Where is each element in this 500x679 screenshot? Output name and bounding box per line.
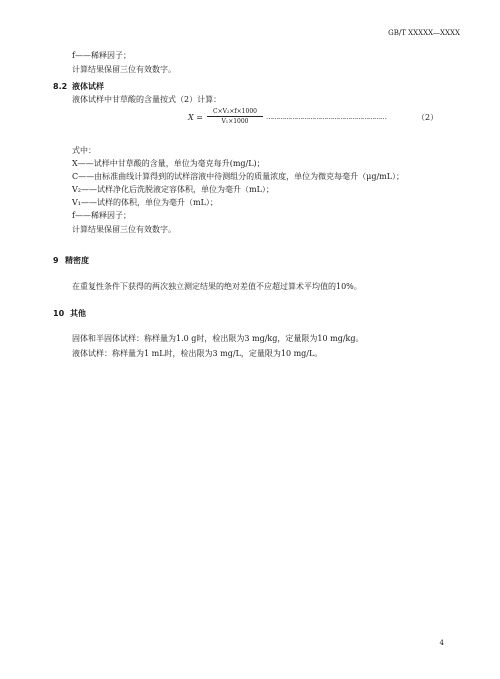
standard-code: GB/T XXXXX—XXXX — [388, 29, 460, 37]
formula-numerator: C×V₂×f×1000 — [213, 108, 257, 115]
def-c: C——由标准曲线计算得到的试样溶液中待测组分的质量浓度，单位为微克每毫升（μg/mL）； — [72, 172, 405, 181]
section-10-line-solid: 固体和半固体试样：称样量为1.0 g时，检出限为3 mg/kg，定量限为10 mg/kg。 — [72, 334, 364, 343]
equation-number: （2） — [417, 113, 439, 122]
def-x: X——试样中甘草酸的含量，单位为毫克每升(mg/L)； — [72, 159, 265, 168]
formula-leader-dots: …………………………………………………… — [266, 114, 386, 121]
formula-lhs: X = — [188, 113, 203, 122]
formula-denominator: V₁×1000 — [221, 118, 249, 125]
section-9-number: 9 — [53, 256, 59, 265]
section-8-2-number: 8.2 — [53, 82, 68, 91]
def-v1: V₁——试样的体积，单位为毫升（mL）； — [72, 198, 218, 207]
round-note-prev: 计算结果保留三位有效数字。 — [72, 65, 176, 74]
def-f-prev: f——稀释因子； — [72, 51, 131, 60]
formula-fraction — [206, 108, 264, 125]
section-9-title: 精密度 — [65, 256, 89, 265]
section-8-2-intro: 液体试样中甘草酸的含量按式（2）计算： — [72, 95, 222, 104]
def-v2: V₂——试样净化后洗脱液定容体积，单位为毫升（mL）； — [72, 185, 274, 194]
section-10-number: 10 — [53, 309, 65, 318]
section-9-text: 在重复性条件下获得的两次独立测定结果的绝对差值不应超过算术平均值的10%。 — [72, 282, 362, 291]
round-note: 计算结果保留三位有效数字。 — [72, 225, 176, 234]
section-8-2-title: 液体试样 — [72, 82, 104, 91]
where-label: 式中： — [72, 146, 96, 155]
section-10-title: 其他 — [70, 309, 86, 318]
section-10-line-liquid: 液体试样：称样量为1 mL时，检出限为3 mg/L，定量限为10 mg/L。 — [72, 349, 323, 358]
page-number: 4 — [439, 639, 444, 647]
def-f: f——稀释因子； — [72, 211, 131, 220]
